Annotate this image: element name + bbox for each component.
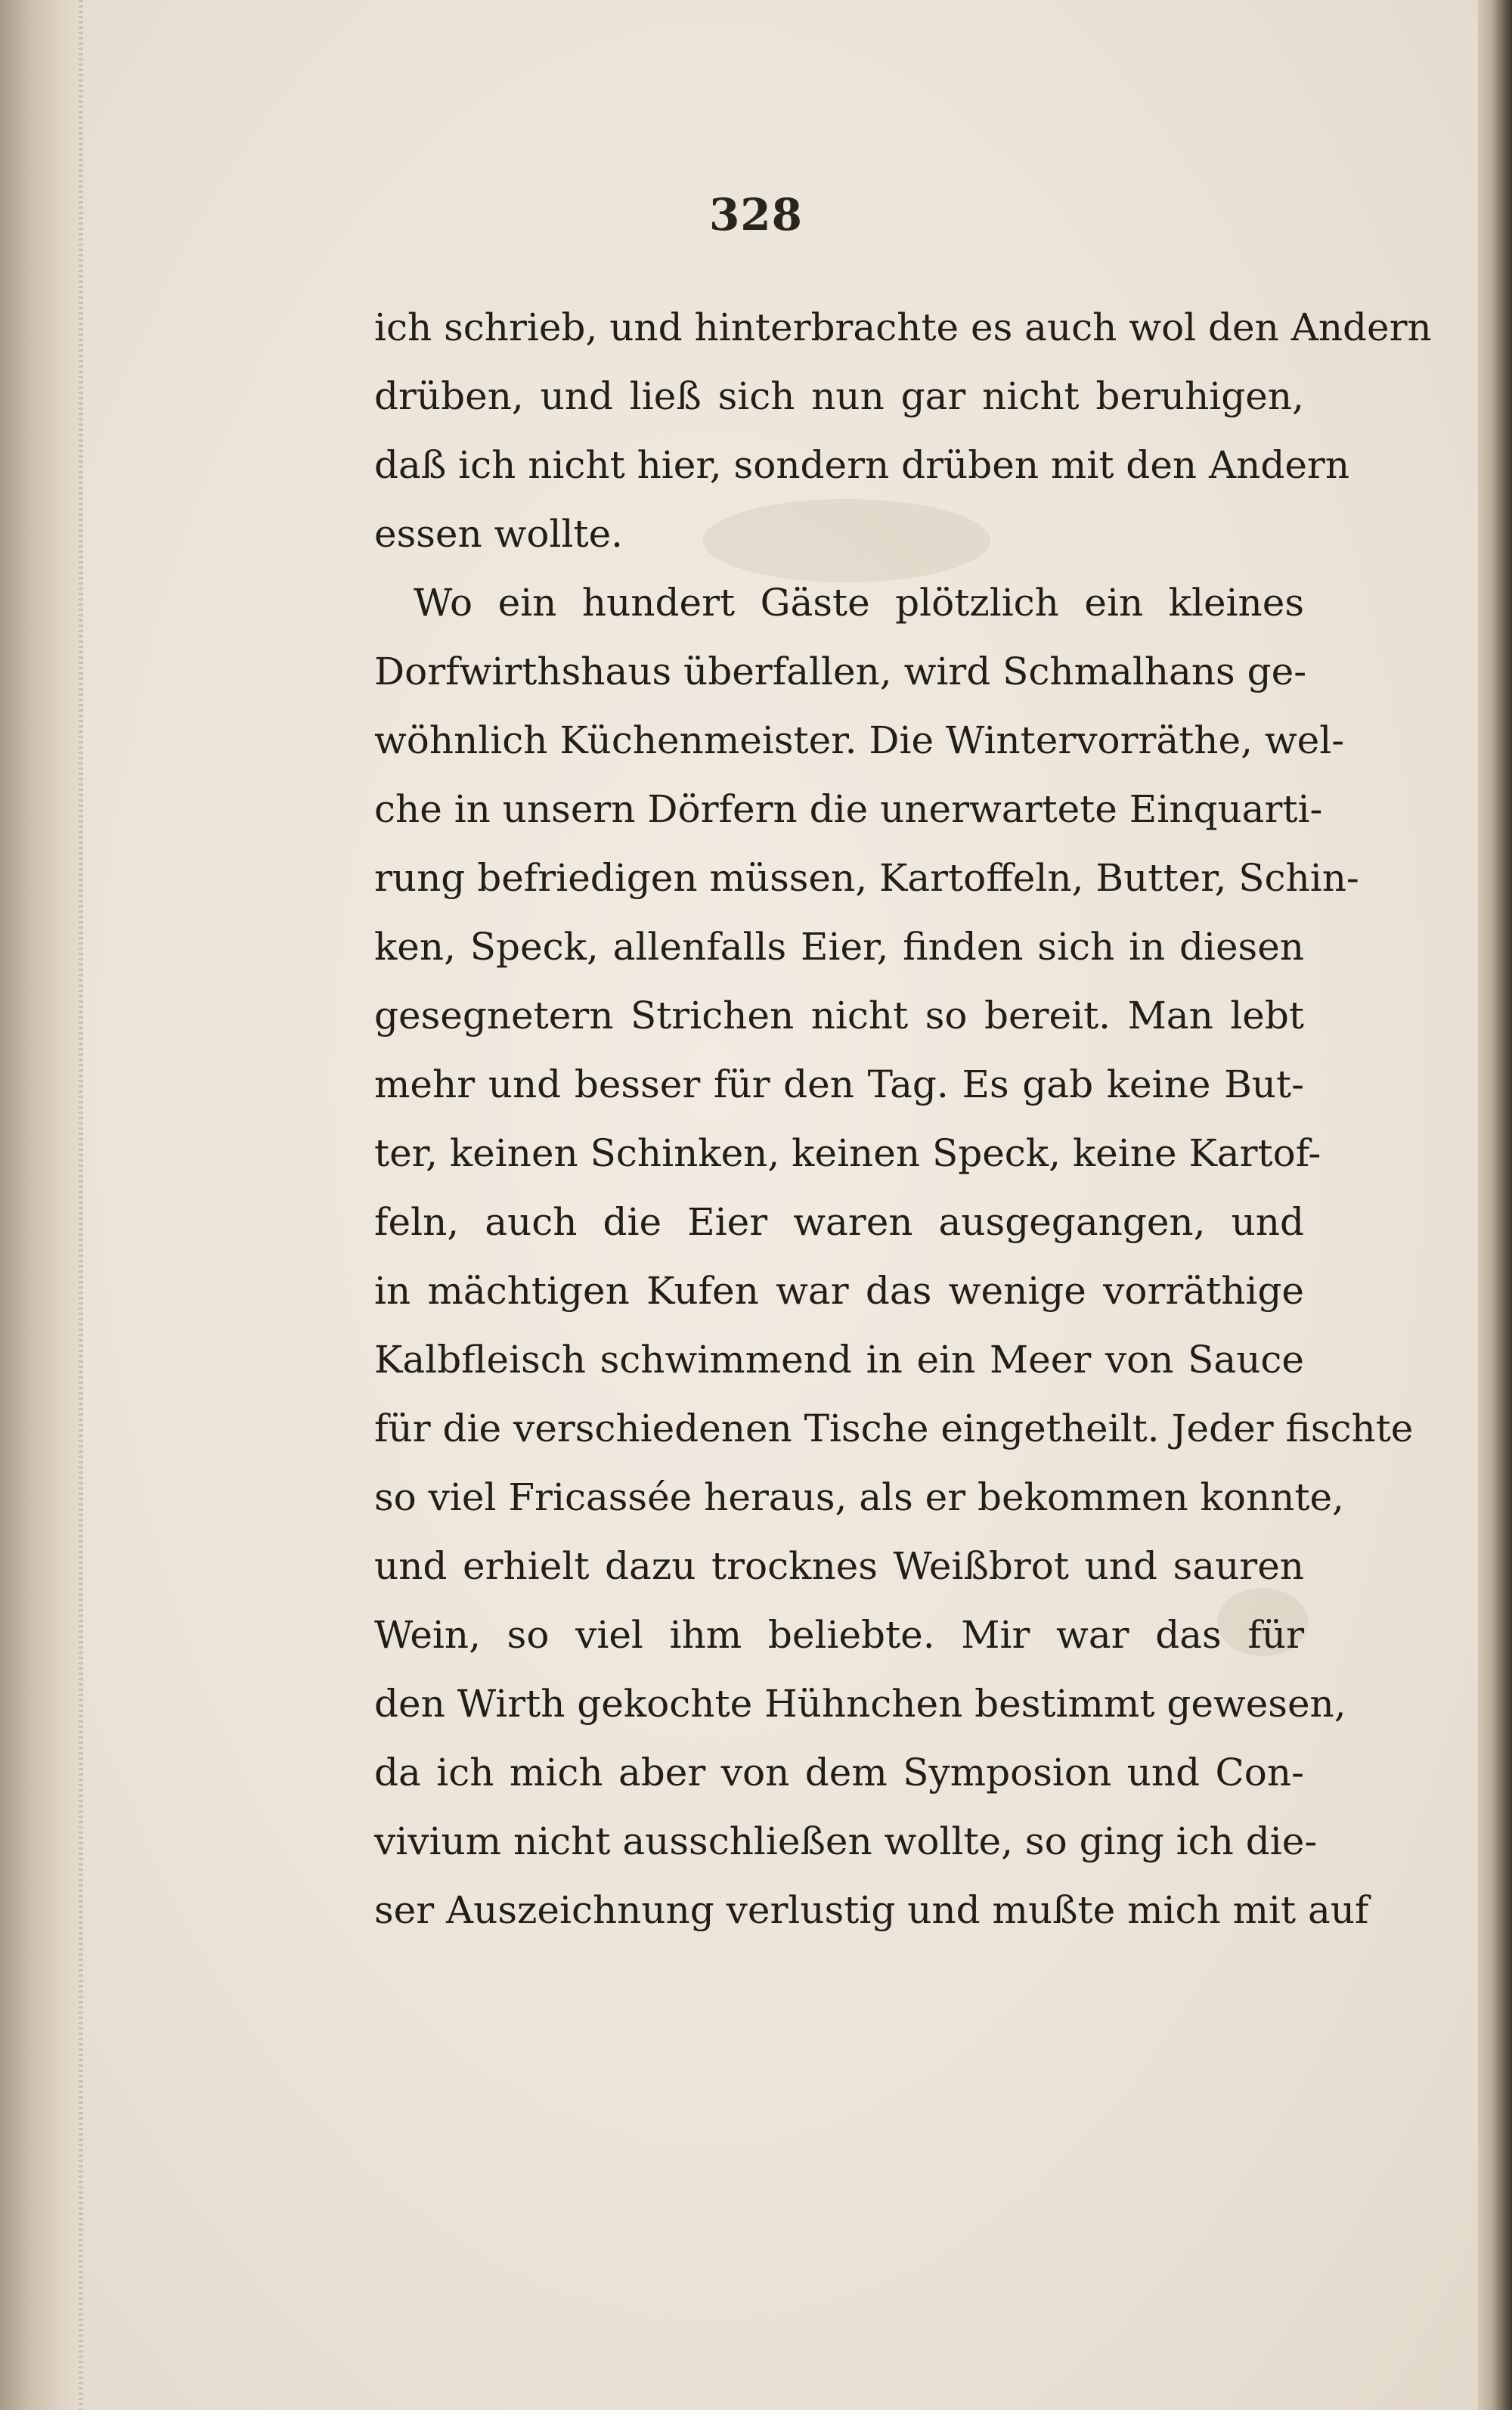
book-page-stack-edge bbox=[0, 0, 83, 2410]
text-line: Kalbfleisch schwimmend in ein Meer von Sauce bbox=[374, 1338, 1304, 1382]
text-line: Wein, so viel ihm beliebte. Mir war das für bbox=[374, 1613, 1304, 1657]
text-line: essen wollte. bbox=[374, 512, 624, 556]
text-line: gesegnetern Strichen nicht so bereit. Man lebt bbox=[374, 994, 1304, 1038]
text-line: den Wirth gekochte Hühnchen bestimmt gewesen, bbox=[374, 1682, 1346, 1726]
text-line: ser Auszeichnung verlustig und mußte mich mit auf bbox=[374, 1888, 1369, 1932]
text-line: ich schrieb, und hinterbrachte es auch wol den Andern bbox=[374, 306, 1432, 349]
page-number: 328 bbox=[708, 189, 804, 240]
text-line: für die verschiedenen Tische eingetheilt. Jeder fischte bbox=[374, 1407, 1414, 1450]
text-line: da ich mich aber von dem Symposion und Con- bbox=[374, 1751, 1304, 1794]
body-text bbox=[374, 293, 1432, 1945]
text-line: drüben, und ließ sich nun gar nicht beruhigen, bbox=[374, 374, 1304, 418]
text-line: Dorfwirthshaus überfallen, wird Schmalhans ge- bbox=[374, 650, 1307, 693]
text-line: vivium nicht ausschließen wollte, so ging ich die- bbox=[374, 1819, 1318, 1863]
text-line: Wo ein hundert Gäste plötzlich ein kleines bbox=[414, 581, 1304, 625]
book-cover-edge bbox=[1478, 0, 1512, 2410]
text-line: so viel Fricassée heraus, als er bekommen konnte, bbox=[374, 1475, 1344, 1519]
text-line: ter, keinen Schinken, keinen Speck, keine Kartof- bbox=[374, 1131, 1321, 1175]
text-line: daß ich nicht hier, sondern drüben mit den Andern bbox=[374, 443, 1350, 487]
text-line: in mächtigen Kufen war das wenige vorräthige bbox=[374, 1269, 1304, 1313]
text-line: feln, auch die Eier waren ausgegangen, und bbox=[374, 1200, 1304, 1244]
text-line: mehr und besser für den Tag. Es gab keine But- bbox=[374, 1062, 1304, 1106]
text-line: rung befriedigen müssen, Kartoffeln, Butter, Schin- bbox=[374, 856, 1359, 900]
text-line: che in unsern Dörfern die unerwartete Einquarti- bbox=[374, 787, 1323, 831]
text-line: und erhielt dazu trocknes Weißbrot und sauren bbox=[374, 1544, 1304, 1588]
text-line: wöhnlich Küchenmeister. Die Wintervorräthe, wel- bbox=[374, 718, 1345, 762]
text-line: ken, Speck, allenfalls Eier, finden sich in diesen bbox=[374, 925, 1304, 969]
